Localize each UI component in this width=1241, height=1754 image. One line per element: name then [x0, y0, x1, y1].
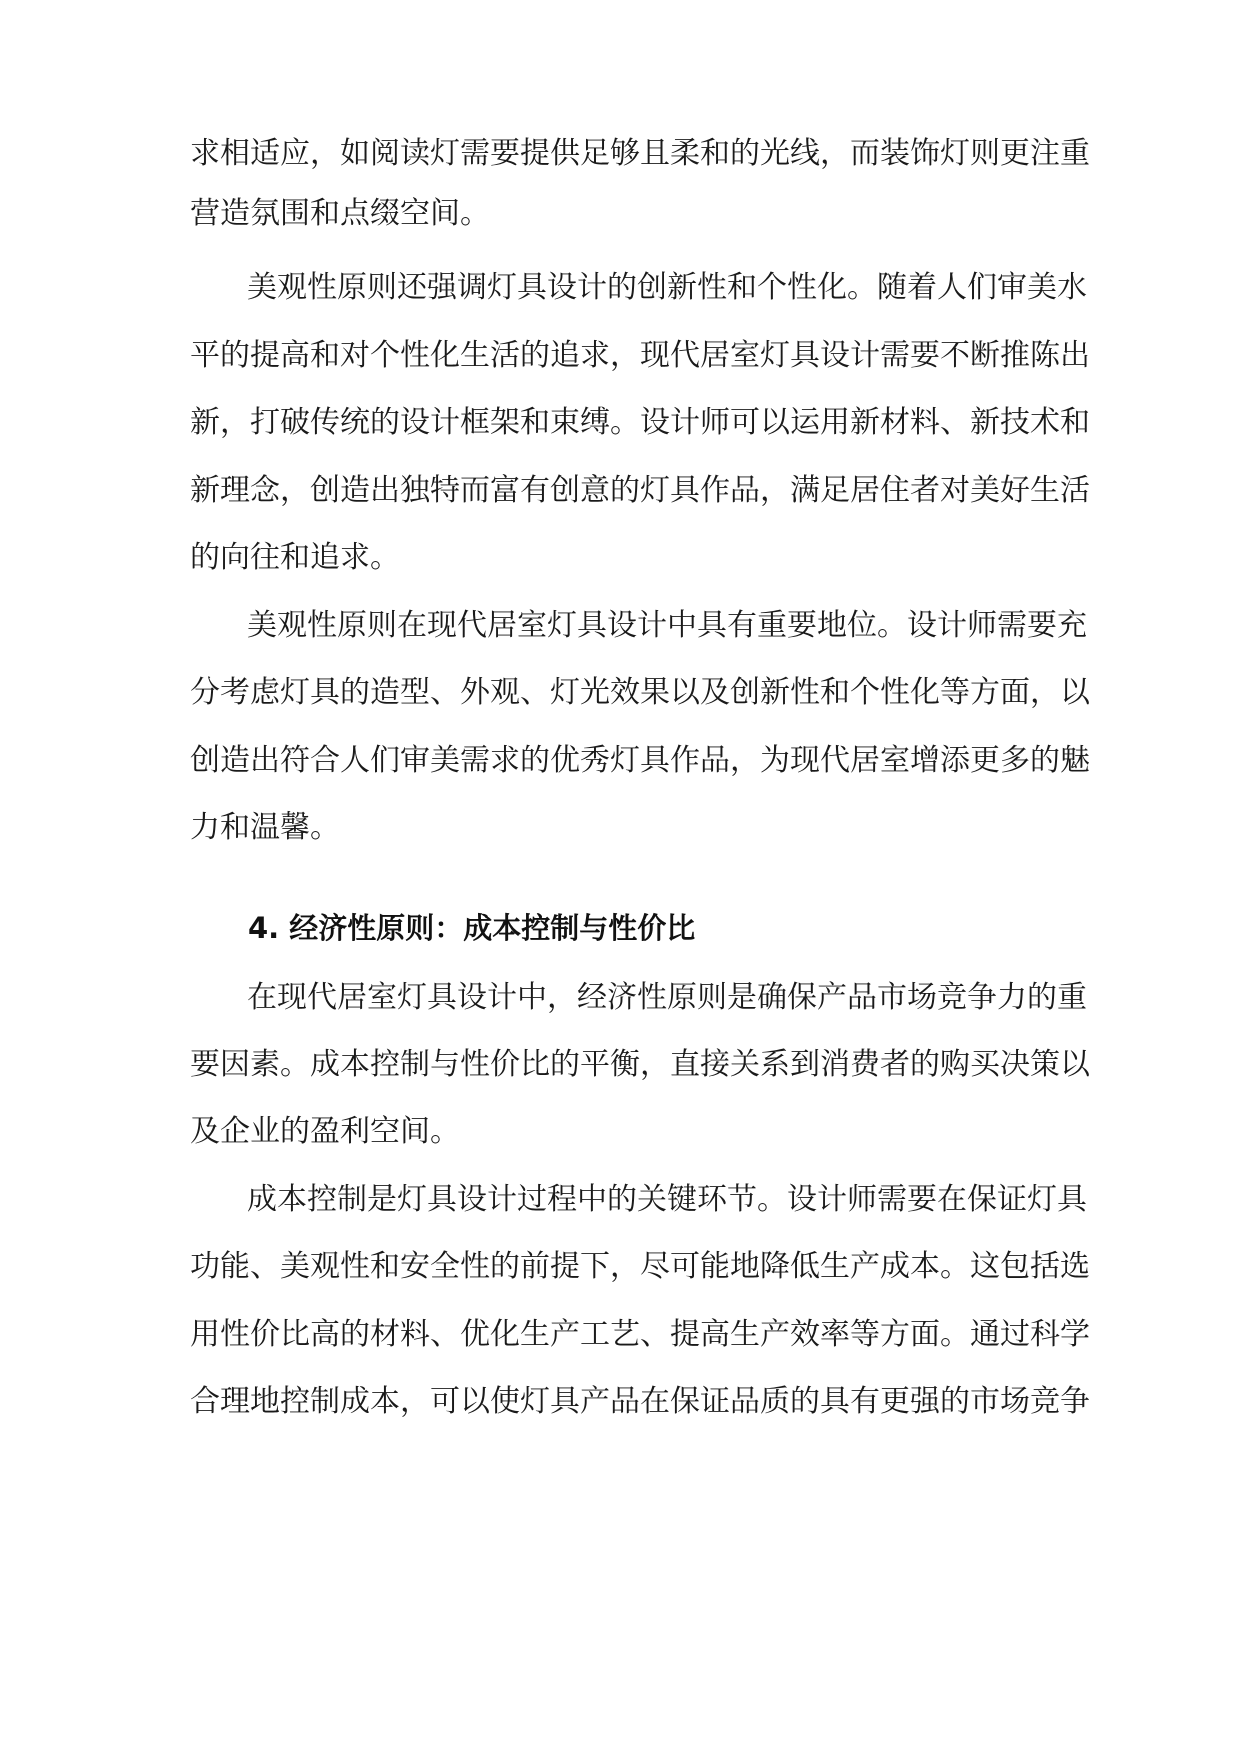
paragraph-line: 在现代居室灯具设计中，经济性原则是确保产品市场竞争力的重 [247, 980, 1087, 1015]
section-heading: 4. 经济性原则：成本控制与性价比 [248, 911, 696, 945]
paragraph-line: 平的提高和对个性化生活的追求，现代居室灯具设计需要不断推陈出 [190, 338, 1090, 373]
paragraph-line: 求相适应，如阅读灯需要提供足够且柔和的光线，而装饰灯则更注重 [190, 136, 1090, 171]
paragraph-line: 及企业的盈利空间。 [190, 1114, 460, 1149]
paragraph-line: 美观性原则在现代居室灯具设计中具有重要地位。设计师需要充 [247, 608, 1087, 643]
paragraph-line: 力和温馨。 [190, 810, 340, 845]
paragraph-line: 的向往和追求。 [190, 540, 400, 575]
paragraph-line: 分考虑灯具的造型、外观、灯光效果以及创新性和个性化等方面，以 [190, 675, 1090, 710]
paragraph-line: 用性价比高的材料、优化生产工艺、提高生产效率等方面。通过科学 [190, 1317, 1090, 1352]
paragraph-line: 新理念，创造出独特而富有创意的灯具作品，满足居住者对美好生活 [190, 473, 1090, 508]
paragraph-line: 要因素。成本控制与性价比的平衡，直接关系到消费者的购买决策以 [190, 1047, 1090, 1082]
paragraph-line: 功能、美观性和安全性的前提下，尽可能地降低生产成本。这包括选 [190, 1249, 1090, 1284]
paragraph-line: 创造出符合人们审美需求的优秀灯具作品，为现代居室增添更多的魅 [190, 743, 1090, 778]
paragraph-line: 合理地控制成本，可以使灯具产品在保证品质的具有更强的市场竞争 [190, 1384, 1090, 1419]
paragraph-line: 新，打破传统的设计框架和束缚。设计师可以运用新材料、新技术和 [190, 405, 1090, 440]
paragraph-line: 美观性原则还强调灯具设计的创新性和个性化。随着人们审美水 [247, 270, 1087, 305]
paragraph-line: 成本控制是灯具设计过程中的关键环节。设计师需要在保证灯具 [247, 1182, 1087, 1217]
paragraph-line: 营造氛围和点缀空间。 [190, 196, 490, 231]
